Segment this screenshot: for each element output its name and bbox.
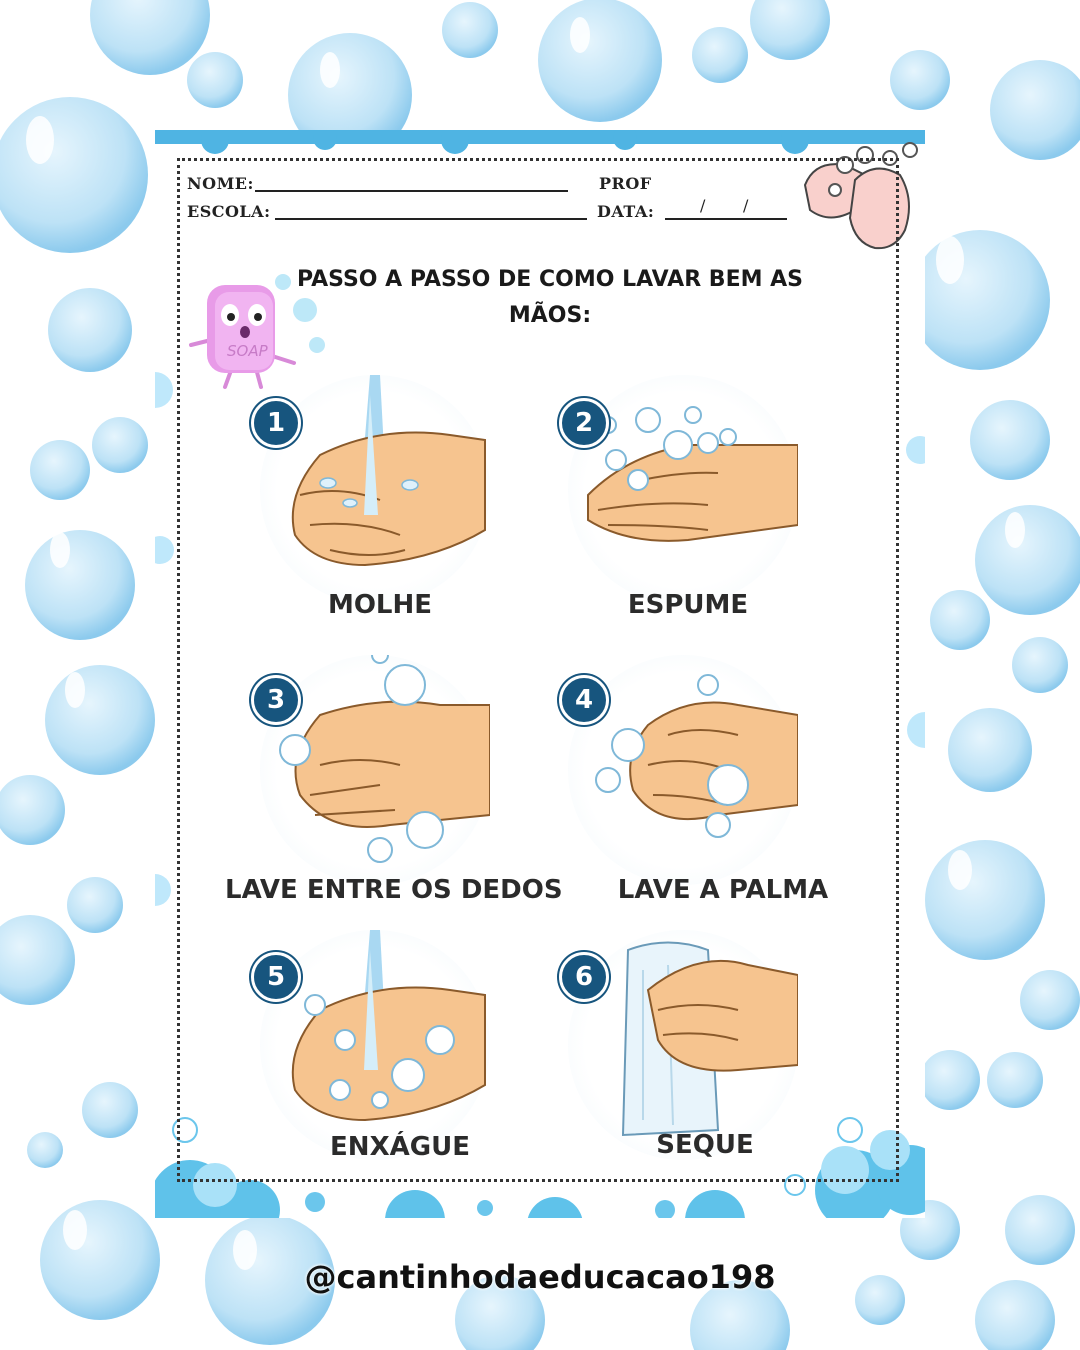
date-slash-1: / xyxy=(700,196,706,215)
step-6-badge: 6 xyxy=(559,952,609,1002)
date-slash-2: / xyxy=(743,196,749,215)
date-label: DATA: xyxy=(597,202,655,221)
step-1-badge: 1 xyxy=(251,398,301,448)
worksheet-title: PASSO A PASSO DE COMO LAVAR BEM AS MÃOS: xyxy=(296,267,804,328)
instagram-handle: @cantinhodaeducacao198 xyxy=(304,1258,776,1296)
name-label: NOME: xyxy=(187,174,254,193)
step-6-label: SEQUE xyxy=(656,1130,754,1160)
soap-text: SOAP xyxy=(227,342,268,360)
step-2-label: ESPUME xyxy=(627,590,749,620)
name-field[interactable] xyxy=(255,190,568,192)
step-5-badge: 5 xyxy=(251,952,301,1002)
step-5-label: ENXÁGUE xyxy=(330,1132,470,1162)
school-field[interactable] xyxy=(275,218,587,220)
step-2-badge: 2 xyxy=(559,398,609,448)
date-field[interactable] xyxy=(665,218,787,220)
worksheet xyxy=(155,130,925,1218)
step-4-label: LAVE A PALMA xyxy=(617,875,829,905)
step-1-label: MOLHE xyxy=(327,590,433,620)
step-3-label: LAVE ENTRE OS DEDOS xyxy=(225,875,563,905)
step-3-badge: 3 xyxy=(251,675,301,725)
step-4-badge: 4 xyxy=(559,675,609,725)
school-label: ESCOLA: xyxy=(187,202,271,221)
teacher-label: PROF xyxy=(599,174,652,193)
